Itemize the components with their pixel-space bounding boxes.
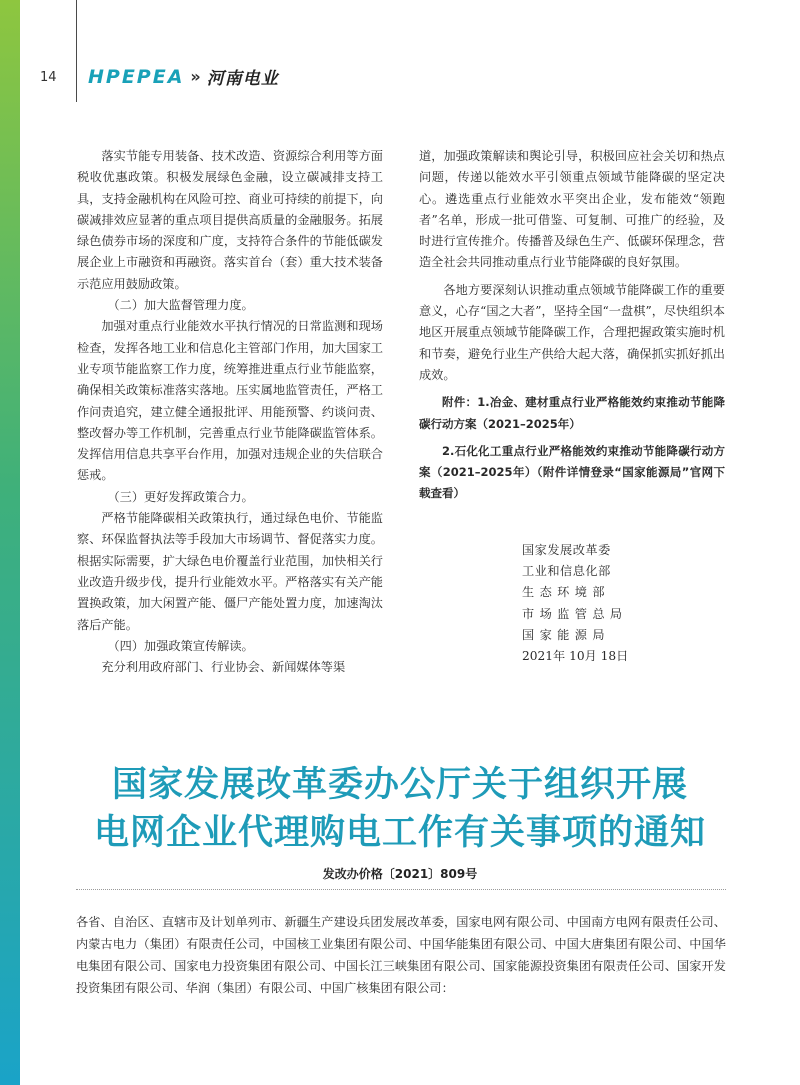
signatory-org: 国家能源局 [522, 627, 610, 642]
paragraph: 加强对重点行业能效水平执行情况的日常监测和现场检查，发挥各地工业和信息化主管部门作用，加大国家工业专项节能监察工作力度，统筹推进重点行业节能监察，确保相关政策标准落实落地。压实属地监管责任，严格工作问责追究，建立健全通报批评、用能预警、约谈问责、整改督办等工作机制，完善重点行业节能降碳监管体系。发挥信用信息共享平台作用，加强对违规企业的失信联合惩戒。 [77, 319, 383, 483]
attachment-1: 附件：1.冶金、建材重点行业严格能效约束推动节能降碳行动方案（2021–2025年） [419, 395, 725, 431]
signatory-block [522, 540, 628, 667]
paragraph-continued: 道，加强政策解读和舆论引导，积极回应社会关切和热点问题，传递以能效水平引领重点领域节能降碳的坚定决心。遴选重点行业能效水平突出企业，发布能效“领跑者”名单，形成一批可借鉴、可复制、可推广的经验，及时进行宣传推介。传播普及绿色生产、低碳环保理念，营造全社会共同推动重点行业节能降碳的良好氛围。 [419, 149, 725, 270]
signatory-org: 工业和信息化部 [522, 564, 611, 579]
paragraph: 落实节能专用装备、技术改造、资源综合利用等方面税收优惠政策。积极发展绿色金融，设立碳减排支持工具，支持金融机构在风险可控、商业可持续的前提下，向碳减排效应显著的重点项目提供高质量的金融服务。拓展绿色债券市场的深度和广度，支持符合条件的节能低碳发展企业上市融资和再融资。落实首台（套）重大技术装备示范应用鼓励政策。 [77, 149, 383, 291]
paragraph: 各地方要深刻认识推动重点领域节能降碳工作的重要意义，心存“国之大者”，坚持全国“一盘棋”，尽快组织本地区开展重点领域节能降碳工作，合理把握政策实施时机和节奏，避免行业生产供给大起大落，确保抓实抓好抓出成效。 [419, 282, 725, 382]
page-number: 14 [40, 70, 57, 85]
section-heading: （二）加大监督管理力度。 [107, 298, 254, 313]
magazine-name-cn: 河南电业 [206, 69, 279, 89]
notice-title-line-2: 电网企业代理购电工作有关事项的通知 [93, 812, 706, 853]
right-column [419, 146, 725, 505]
side-color-bar [0, 0, 20, 1085]
magazine-name-en: HPEPEA [88, 65, 185, 88]
recipients-paragraph: 各省、自治区、直辖市及计划单列市、新疆生产建设兵团发展改革委，国家电网有限公司、中国南方电网有限责任公司、内蒙古电力（集团）有限责任公司，中国核工业集团有限公司、中国华能集团有限公司、中国大唐集团有限公司、中国华电集团有限公司、国家电力投资集团有限公司、中国长江三峡集团有限公司、国家能源投资集团有限责任公司、国家开发投资集团有限公司、华润（集团）有限公司、中国广核集团有限公司： [76, 915, 726, 995]
document-number: 发改办价格〔2021〕809号 [322, 867, 478, 881]
signatory-org: 国家发展改革委 [522, 543, 611, 557]
notice-title-line-1: 国家发展改革委办公厅关于组织开展 [111, 764, 688, 805]
paragraph: 严格节能降碳相关政策执行，通过绿色电价、节能监察、环保监督执法等手段加大市场调节、督促落实力度。根据实际需要，扩大绿色电价覆盖行业范围，加快相关行业改造升级步伐，提升行业能效水平。严格落实有关产能置换政策，加大闲置产能、僵尸产能处置力度，加速淘汰落后产能。 [77, 511, 383, 632]
magazine-masthead [88, 64, 279, 89]
left-column [77, 146, 383, 678]
signatory-org: 生态环境部 [522, 585, 610, 600]
section-heading: （三）更好发挥政策合力。 [107, 489, 254, 504]
dotted-divider [76, 889, 726, 890]
signatory-org: 市场监管总局 [522, 606, 628, 621]
masthead-separator: » [190, 67, 201, 86]
signing-date: 2021年 10月 18日 [522, 649, 629, 664]
paragraph: 充分利用政府部门、行业协会、新闻媒体等渠 [101, 660, 346, 675]
header-divider [76, 0, 77, 102]
section-heading: （四）加强政策宣传解读。 [107, 638, 254, 653]
attachment-2: 2.石化化工重点行业严格能效约束推动节能降碳行动方案（2021–2025年）（附件详情登录“国家能源局”官网下载查看） [419, 443, 725, 501]
